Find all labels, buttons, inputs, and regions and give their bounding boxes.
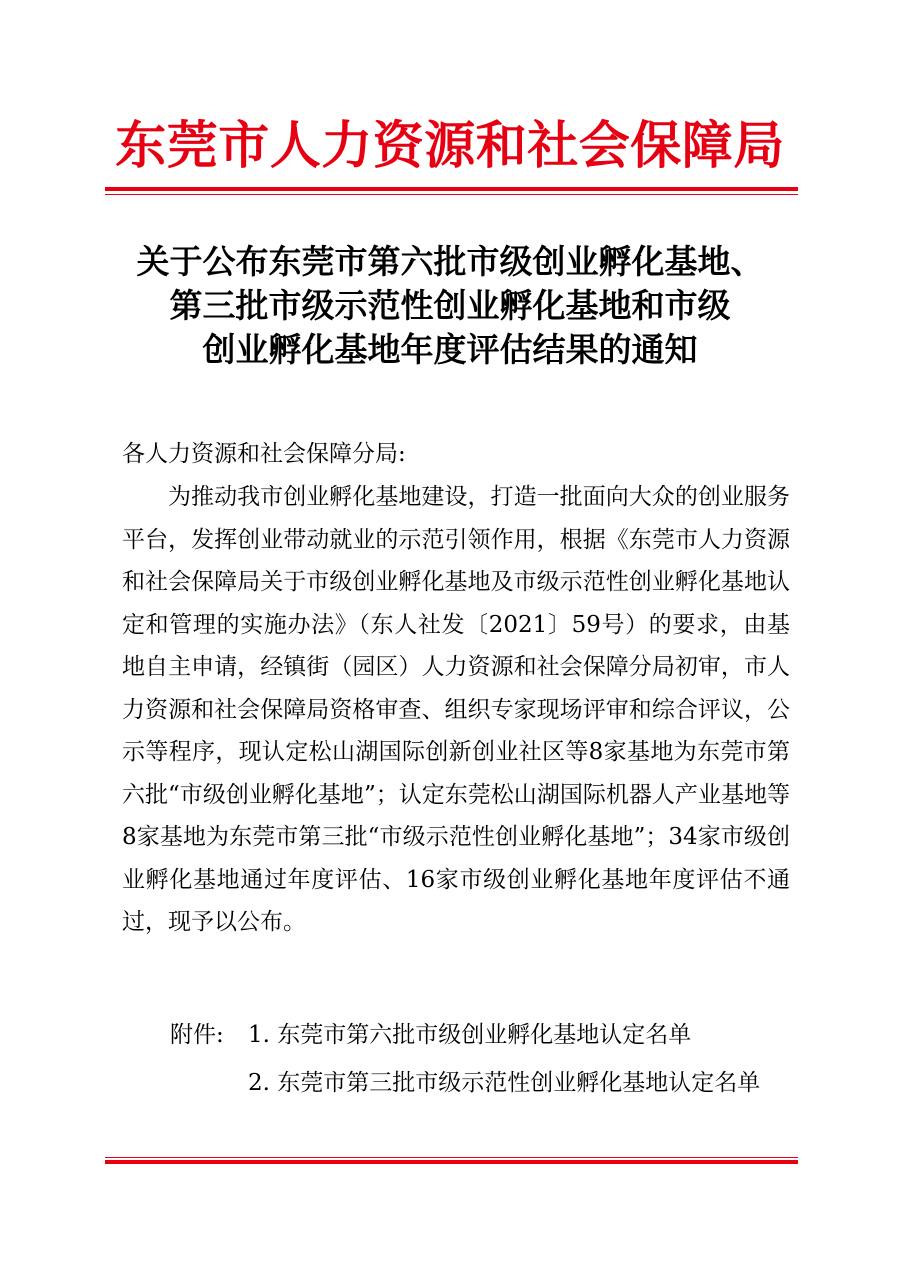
- attachment-item-2: 2. 东莞市第三批市级示范性创业孵化基地认定名单: [248, 1070, 761, 1096]
- masthead-rule-thin: [105, 194, 798, 195]
- document-title: [110, 240, 790, 372]
- footer-rule-thick: [105, 1160, 798, 1164]
- agency-masthead: 东莞市人力资源和社会保障局: [115, 116, 785, 176]
- footer-rule-thin: [105, 1157, 798, 1158]
- masthead-rule-thick: [105, 187, 798, 191]
- salutation: 各人力资源和社会保障分局:: [122, 441, 406, 467]
- document-title-line-3: 创业孵化基地年度评估结果的通知: [202, 330, 698, 369]
- attachments-label: 附件:: [170, 1022, 224, 1048]
- body-paragraph: 为推动我市创业孵化基地建设，打造一批面向大众的创业服务平台，发挥创业带动就业的示范引领作用，根据《东莞市人力资源和社会保障局关于市级创业孵化基地及市级示范性创业孵化基地认定和管理的实施办法》（东人社发〔2021〕59号）的要求，由基地自主申请，经镇街（园区）人力资源和社会保障分局初审，市人力资源和社会保障局资格审查、组织专家现场评审和综合评议，公示等程序，现认定松山湖国际创新创业社区等8家基地为东莞市第六批“市级创业孵化基地”；认定东莞松山湖国际机器人产业基地等8家基地为东莞市第三批“市级示范性创业孵化基地”；34家市级创业孵化基地通过年度评估、16家市级创业孵化基地年度评估不通过，现予以公布。: [122, 484, 790, 935]
- document-title-line-2: 第三批市级示范性创业孵化基地和市级: [169, 286, 731, 325]
- document-title-line-1: 关于公布东莞市第六批市级创业孵化基地、: [136, 242, 764, 281]
- attachment-item-1: 1. 东莞市第六批市级创业孵化基地认定名单: [248, 1022, 692, 1048]
